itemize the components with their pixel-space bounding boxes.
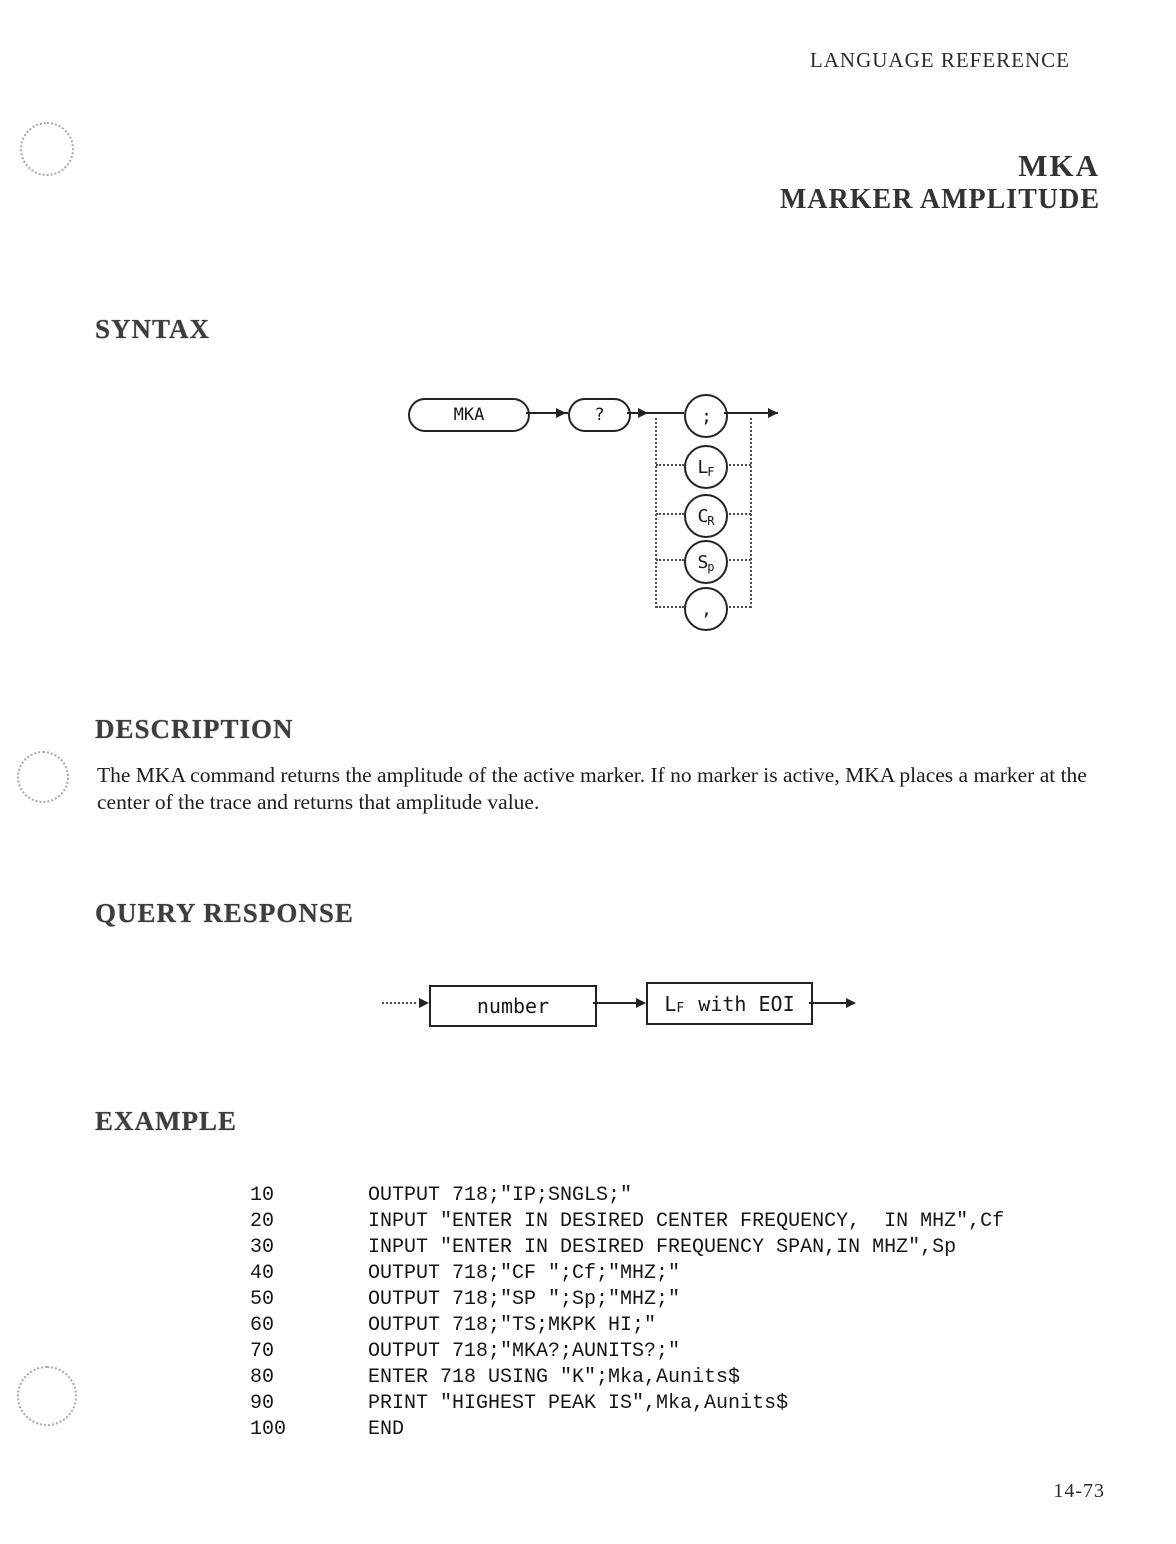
line-number: 80 [250, 1366, 275, 1389]
code-line [250, 1418, 1004, 1444]
flow-line-dotted [382, 1002, 416, 1004]
line-code: OUTPUT 718;"SP ";Sp;"MHZ;" [368, 1288, 681, 1311]
syntax-query-label: ? [594, 405, 605, 425]
page-number: 14-73 [1053, 1480, 1105, 1502]
branch-connector [656, 513, 684, 515]
code-line [250, 1314, 1004, 1340]
separator-label: , [701, 598, 712, 620]
syntax-separator-comma [684, 587, 728, 631]
query-node-number [429, 985, 597, 1027]
line-number: 10 [250, 1184, 275, 1207]
separator-label: C [697, 505, 709, 527]
line-code: INPUT "ENTER IN DESIRED FREQUENCY SPAN,IN MHZ",Sp [368, 1236, 957, 1259]
syntax-separator-linefeed: L F [684, 445, 728, 489]
line-code: OUTPUT 718;"TS;MKPK HI;" [368, 1314, 657, 1337]
code-line [250, 1262, 1004, 1288]
branch-connector [724, 606, 751, 608]
arrow-right-icon [638, 408, 648, 418]
line-code: ENTER 718 USING "K";Mka,Aunits$ [368, 1366, 741, 1389]
code-line [250, 1210, 1004, 1236]
line-number: 100 [250, 1418, 287, 1441]
branch-connector [656, 606, 684, 608]
syntax-separator-semicolon [684, 394, 728, 438]
section-heading-query-response: QUERY RESPONSE [95, 898, 354, 928]
section-heading-syntax: SYNTAX [95, 314, 211, 344]
number-label: number [476, 994, 550, 1018]
line-number: 90 [250, 1392, 275, 1415]
arrow-right-icon [768, 408, 778, 418]
branch-connector [656, 559, 684, 561]
example-code-listing [250, 1184, 1004, 1444]
line-code: OUTPUT 718;"IP;SNGLS;" [368, 1184, 633, 1207]
syntax-node-query [568, 398, 631, 432]
code-line [250, 1392, 1004, 1418]
line-number: 20 [250, 1210, 275, 1233]
line-code: OUTPUT 718;"MKA?;AUNITS?;" [368, 1340, 681, 1363]
syntax-command-label: MKA [453, 405, 485, 425]
line-number: 60 [250, 1314, 275, 1337]
header-label: LANGUAGE REFERENCE [809, 48, 1070, 72]
section-heading-description: DESCRIPTION [95, 714, 294, 744]
command-title: MKA [1018, 148, 1100, 183]
arrow-right-icon [419, 998, 429, 1008]
separator-label: ; [701, 405, 712, 427]
line-code: INPUT "ENTER IN DESIRED CENTER FREQUENCY, IN MHZ",Cf [368, 1210, 1005, 1233]
flow-line [809, 1002, 847, 1004]
code-line [250, 1340, 1004, 1366]
line-number: 40 [250, 1262, 275, 1285]
line-code: PRINT "HIGHEST PEAK IS",Mka,Aunits$ [368, 1392, 789, 1415]
binder-hole-icon [20, 122, 74, 176]
binder-hole-icon [17, 751, 69, 803]
arrow-right-icon [556, 408, 566, 418]
line-code: END [368, 1418, 405, 1441]
description-text: The MKA command returns the amplitude of the active marker. If no marker is active, MKA places a marker at the center of the trace and returns that amplitude value. [97, 763, 1087, 814]
section-heading-example: EXAMPLE [95, 1106, 237, 1136]
line-number: 70 [250, 1340, 275, 1363]
code-line [250, 1366, 1004, 1392]
syntax-separator-carriage-return: C R [684, 494, 728, 538]
syntax-node-command [408, 398, 530, 432]
branch-connector [724, 464, 751, 466]
command-subtitle: MARKER AMPLITUDE [779, 184, 1100, 215]
line-number: 30 [250, 1236, 275, 1259]
arrow-right-icon [636, 998, 646, 1008]
separator-label: S [697, 551, 709, 573]
branch-connector [724, 559, 751, 561]
syntax-separator-space: S p [684, 540, 728, 584]
code-line [250, 1184, 1004, 1210]
code-line [250, 1288, 1004, 1314]
flow-line [627, 412, 684, 414]
separator-label: L [697, 456, 709, 478]
flow-line [593, 1002, 640, 1004]
code-line [250, 1236, 1004, 1262]
line-code: OUTPUT 718;"CF ";Cf;"MHZ;" [368, 1262, 681, 1285]
binder-hole-icon [17, 1366, 77, 1426]
arrow-right-icon [846, 998, 856, 1008]
branch-connector [656, 464, 684, 466]
line-number: 50 [250, 1288, 275, 1311]
query-node-lf-eoi: L F with EOI [646, 982, 813, 1025]
branch-connector [724, 513, 751, 515]
